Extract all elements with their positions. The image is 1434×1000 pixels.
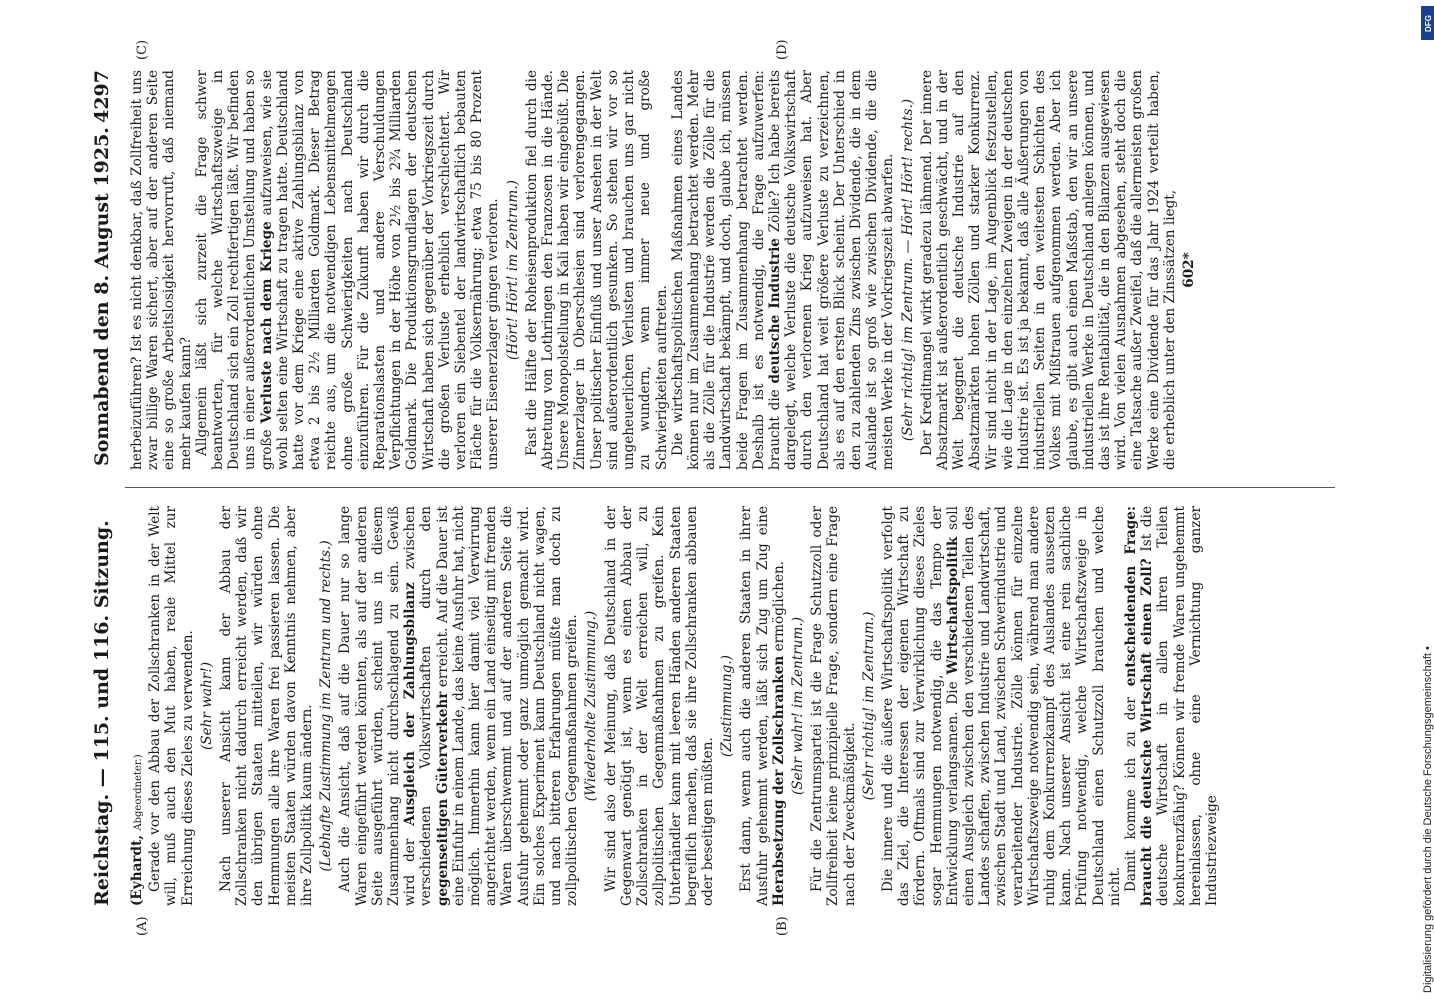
paragraph: Für die Zentrumspartei ist die Frage Schutzzoll oder Zollfreiheit keine prinzipielle Frage, sondern eine Frage nach der Zweckmäßigkeit. (809, 506, 858, 906)
text-span: Auch die Ansicht, daß auf die Dauer nur so lange Waren eingeführt werden könnten, als auf der anderen Seite ausgeführt würden, scheint uns in diesem Zusammenhang nicht durchschlagend zu sein. Gewiß wird der (337, 506, 419, 906)
text-span: soll einen Ausgleich zwischen den verschiedenen Teilen des Landes schaffen, zwischen Industrie und Landwirtschaft, zwischen Stadt und Land, zwischen Schwerindustrie und verarbeitender Industrie. Zölle können für einzelne Wirtschaftszweige notwendig sein, während man andere ruhig dem Konkurrenzkampf des Auslandes aussetzen kann. Nach unserer Ansicht ist eine rein sachliche Prüfung notwendig, welche Wirtschaftszweige in Deutschland einen Schutzzoll brauchen und welche nicht. (944, 506, 1123, 906)
emphasis: Wirtschaftspolitik (944, 536, 961, 675)
paragraph: herbeizuführen? Ist es nicht denkbar, daß Zollfreiheit uns zwar billige Waren sichert, aber auf der anderen Seite eine so große Arbeitslosigkeit hervorruft, daß niemand mehr kaufen kann? (129, 70, 194, 470)
paragraph (1123, 506, 1220, 906)
column-divider (125, 487, 1335, 488)
dfg-logo (1421, 6, 1434, 40)
paragraph: Der Kreditmangel wirkt geradezu lähmend. Der innere Absatzmarkt ist außerordentlich geschwächt, und in der Welt begegnet die deutsche Industrie auf den Absatzmärkten hohen Zöllen und starker Konkurrenz. Wir sind nicht in der Lage, im Augenblick festzustellen, wie die Lage in den einzelnen Zweigen in der deutschen Industrie ist. Es ist ja bekannt, daß alle Äußerungen von industriellen Seiten in den weitesten Schichten des Volkes mit Mißtrauen aufgenommen werden. Aber ich glaube, es gibt auch einen Maßstab, den wir an unsere industriellen Werke in Deutschland anlegen können, und das ist ihre Rentabilität, die in den Bilanzen ausgewiesen wird. Von vielen Ausnahmen abgesehen, steht doch die eine Tatsache außer Zweifel, daß die allermeisten großen Werke eine Dividende für das Jahr 1924 verteilt haben, die erheblich unter den Zinssätzen liegt, (918, 70, 1178, 470)
text-span: Ist die deutsche Wirtschaft in allen ihren Teilen konkurrenzfähig? Können wir fremde Waren ungehemmt hereinlassen, ohne eine Vernichtung ganzer Industriezweige (1139, 506, 1220, 906)
interjection: (Sehr wahr! im Zentrum.) (789, 616, 806, 796)
newspaper-page (85, 39, 1335, 936)
right-column (129, 70, 1200, 470)
text-span: Allgemein läßt sich zurzeit die Frage schwer beantworten, für welche Wirtschaftszweige in Deutschland sich ein Zoll rechtfertigen läßt. Wir befinden uns in einer außerordentlichen Umstellung und haben so große (193, 70, 275, 470)
signature-mark: 602* (1181, 252, 1197, 288)
header-left: Reichstag. — 115. und 116. Sitzung. (91, 520, 113, 906)
digitization-credit: Digitalisierung gefördert durch die Deutsche Forschungsgemeinschaft • (1422, 646, 1434, 993)
emphasis: Ausgleich der Zahlungsbilanz (402, 582, 419, 826)
interjection: (Sehr richtig! im Zentrum. — Hört! Hört! rechts.) (899, 98, 916, 442)
dfg-logo-text: DFG (1423, 14, 1433, 32)
margin-marker-b: (B) (775, 916, 790, 936)
page-number: 4297 (91, 70, 113, 123)
margin-marker-c: (C) (135, 39, 150, 60)
speaker-role: Abgeordneter.) (133, 754, 144, 831)
interjection: (Sehr richtig! im Zentrum.) (860, 611, 877, 801)
text-span: Erst dann, wenn auch die anderen Staaten in ihrer Ausfuhr gehemmt werden, läßt sich Zug um Zug eine (738, 506, 771, 906)
text-span: Die wirtschaftspolitischen Maßnahmen eines Landes können nur im Zusammenhang betrachtet werden. Mehr als die Zölle für die Industrie werden die Zölle für die Landwirtschaft bekämpft, und doch, glaube ich, müssen beide Fragen im Zusammenhang betrachtet werden. Deshalb ist es notwendig, die Frage aufzuwerfen: braucht die (669, 70, 783, 470)
paragraph: Wir sind also der Meinung, daß Deutschland in der Gegenwart genötigt ist, wenn es einen Abbau der Zollschranken in der Welt erreichen will, zu zollpolitischen Gegenmaßnahmen zu greifen. Kein Unterhändler kann mit leeren Händen anderen Staaten begreiflich machen, daß sie ihre Zollschranken abbauen oder beseitigen müßten. (602, 506, 716, 906)
text-span: erreicht. Auf die Dauer ist eine Einfuhr in einem Lande, das keine Ausfuhr hat, nicht möglich. Immerhin kann hier damit viel Verwirrung angerichtet werden, wenn ein Land einseitig mit fremden Waren überschwemmt und auf der anderen Seite die Ausfuhr gehemmt oder ganz unmöglich gemacht wird. Ein solches Experiment kann Deutschland nicht wagen, und nach bitteren Erfahrungen müßte man doch zu zollpolitischen Gegenmaßnahmen greifen. (434, 505, 581, 906)
text-span: aufzuweisen, wie sie wohl selten eine Wirtschaft zu tragen hatte. Deutschland hatte vor dem Kriege eine aktive Zahlungsbilanz von etwa 2 bis 2½ Milliarden Goldmark. Dieser Betrag reichte aus, um die notwendigen Lebensmittelmengen ohne große Schwierigkeiten nach Deutschland einzuführen. Für die Zukunft haben wir durch die Reparationslasten und andere Verschuldungen Verpflichtungen in der Höhe von 2½ bis 2¾ Milliarden Goldmark. Die Produktionsgrundlagen der deutschen Wirtschaft haben sich gegenüber der Vorkriegszeit durch die großen Verluste erheblich verschlechtert. Wir verloren ein Siebentel der landwirtschaftlich bebauten Fläche für die Volksernährung; etwa 75 bis 80 Prozent unserer Eisenerzlager gingen verloren. (258, 70, 502, 470)
paragraph: Nach unserer Ansicht kann der Abbau der Zollschranken nicht dadurch erreicht werden, daß wir den übrigen Staaten mitteilen, wir würden ohne Hemmungen alle ihre Waren frei passieren lassen. Die meisten Staaten würden davon Kenntnis nehmen, aber ihre Zollpolitik kaum ändern. (218, 506, 316, 906)
paragraph (337, 506, 580, 906)
paragraph (670, 70, 897, 470)
text-span: Die innere und die äußere Wirtschaftspolitik verfolgt das Ziel, die Interessen der eigenen Wirtschaft zu fördern. Oftmals sind zur Verwirklichung dieses Zieles sogar Hemmungen notwendig, die das Tempo der Entwicklung verlangsamen. Die (879, 506, 961, 906)
paragraph: Gerade vor den Abbau der Zollschranken in der Welt will, muß auch den Mut haben, reale Mittel zur Erreichung dieses Zieles zu verwenden. (147, 506, 196, 906)
emphasis: Herabsetzung der Zollschranken (770, 655, 787, 906)
emphasis: Verluste nach dem Kriege (258, 221, 275, 424)
interjection: (Sehr wahr!) (198, 662, 215, 750)
paragraph (880, 506, 1123, 906)
interjection: (Lebhafte Zustimmung im Zentrum und rechts.) (318, 540, 335, 872)
paragraph (194, 70, 502, 470)
paragraph: Fast die Hälfte der Roheisenproduktion fiel durch die Abtretung von Lothringen den Franzosen in die Hände. Unsere Monopolstellung in Kali haben wir eingebüßt. Die Zinnerzlager in Oberschlesien sind verlorengegangen. Unser politischer Einfluß und unser Ansehen in der Welt sind außerordentlich gesunken. So stehen wir vor so ungeheuerlichen Verlusten und brauchen uns gar nicht zu wundern, wenn immer neue und große Schwierigkeiten auftreten. (523, 70, 670, 470)
speaker-name: (Eyhardt, (129, 834, 145, 906)
header-right: Sonnabend den 8. August 1925. (91, 127, 113, 466)
text-span: Zölle? Ich habe bereits dargelegt, welche Verluste die deutsche Volkswirtschaft durch den verlorenen Krieg aufzuweisen hat. Aber Deutschland hat weit größere Verluste zu verzeichnen, als es auf den ersten Blick scheint. Der Unterschied in den zu zahlenden Zins zwischen Dividende, die in dem Auslande ist so groß wie zwischen Dividende, die die meisten Werke in der Vorkriegszeit abwarfen. (766, 70, 897, 470)
left-column (129, 506, 1220, 906)
text-span: Damit komme ich zu der (1122, 697, 1139, 892)
emphasis: gegenseitigen Güterverkehr (434, 691, 451, 906)
emphasis: deutsche Industrie (766, 238, 783, 384)
interjection: (Zustimmung.) (719, 655, 736, 757)
margin-marker-d: (D) (775, 39, 790, 60)
interjection: (Wiederholte Zustimmung.) (583, 610, 600, 802)
paragraph (738, 506, 787, 906)
margin-marker-a: (A) (135, 916, 150, 936)
page-header (85, 70, 125, 906)
emphasis: entscheidenden Frage: braucht die deutsche Wirtschaft einen Zoll? (1122, 506, 1156, 906)
text-span: ermöglichen. (770, 560, 787, 652)
text-span: zwischen verschiedenen Volkswirtschaften durch den (402, 506, 435, 906)
paragraph (129, 506, 147, 906)
interjection: (Hört! Hört! im Zentrum.) (504, 180, 521, 360)
